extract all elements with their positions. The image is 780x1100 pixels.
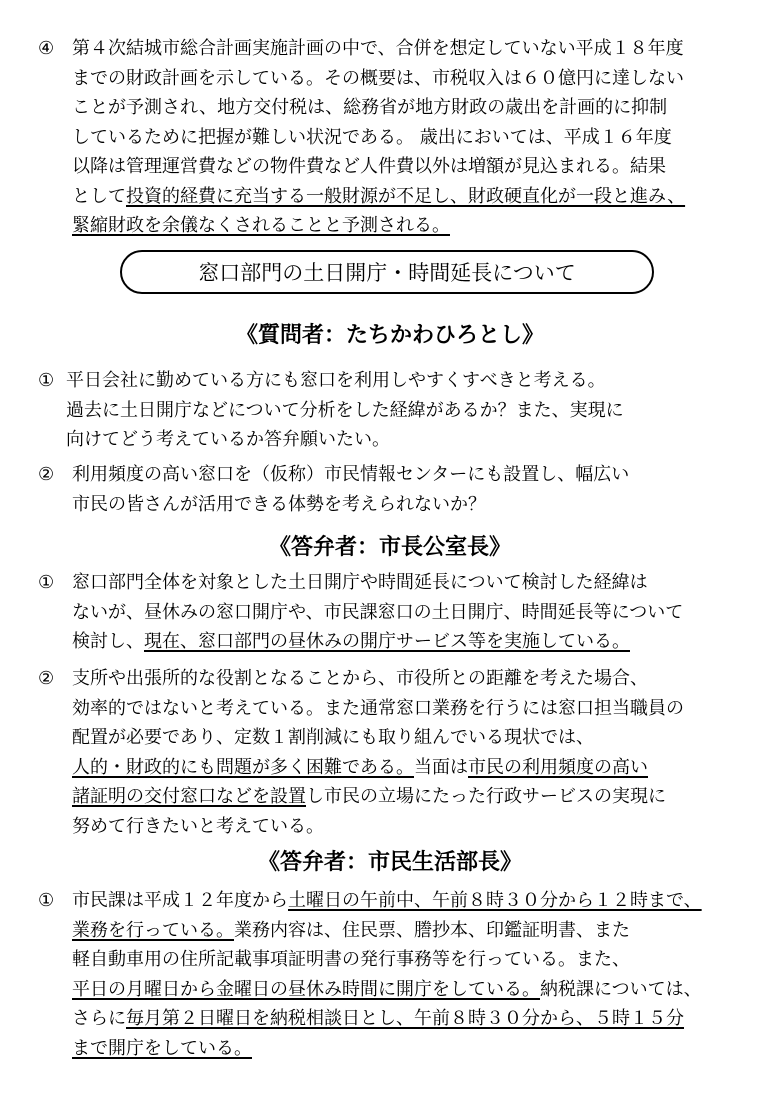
- answer-text: し市民の立場にたった行政サービスの実現に: [306, 786, 666, 807]
- item-4-line: までの財政計画を示している。その概要は、市税収入は６０億円に達しない: [72, 67, 684, 89]
- answer-1-item-2-number: ②: [38, 668, 55, 689]
- answer-underlined-text: 土曜日の午前中、午前８時３０分から１２時まで、: [288, 890, 702, 911]
- answer-line: 支所や出張所的な役割となることから、市役所との距離を考えた場合、: [72, 668, 648, 689]
- answer-1-item-1-body: [72, 568, 758, 657]
- answer-line: 窓口部門全体を対象とした土日開庁や時間延長について検討した経緯は: [72, 572, 648, 593]
- answer-line: [72, 1034, 758, 1064]
- answer-underlined-text: まで開庁をしている。: [72, 1037, 252, 1059]
- answer-text: さらに: [72, 1008, 126, 1029]
- answer-underlined-text: 業務を行っている。: [72, 919, 234, 941]
- answer-2-item-1: [38, 886, 758, 1063]
- item-4-text: として: [72, 185, 126, 207]
- answer-line: [72, 1004, 758, 1034]
- section-title-box: [120, 250, 654, 294]
- answer-line: 配置が必要であり、定数１割削減にも取り組んでいる現状では、: [72, 727, 594, 748]
- answer-2-heading: 《答弁者：市民生活部長》: [257, 850, 522, 875]
- item-4-line: しているために把握が難しい状況である。 歳出においては、平成１６年度: [72, 126, 672, 148]
- answer-text: 業務内容は、住民票、謄抄本、印鑑証明書、また: [234, 919, 630, 941]
- item-4-line: 第４次結城市総合計画実施計画の中で、合併を想定していない平成１８年度: [72, 38, 684, 59]
- answer-line: [72, 782, 758, 812]
- item-4-line: [72, 211, 758, 241]
- question-2-body: [72, 460, 758, 519]
- item-4: [38, 34, 758, 241]
- section-title: 窓口部門の土日開庁・時間延長について: [198, 261, 576, 285]
- answer-line: [72, 975, 758, 1005]
- questioner-heading: 《質問者：たちかわひろとし》: [235, 323, 544, 348]
- answer-text: 納税課については、: [540, 978, 702, 1000]
- question-1: [38, 366, 758, 455]
- answer-text: 当面は: [414, 756, 468, 778]
- answer-text: 検討し、: [72, 631, 144, 652]
- answer-1-heading: 《答弁者：市長公室長》: [268, 535, 511, 560]
- question-line: 向けてどう考えているか答弁願いたい。: [66, 429, 390, 450]
- answer-underlined-text: 諸証明の交付窓口などを設置: [72, 786, 306, 807]
- answer-1-item-2-body: [72, 664, 758, 841]
- question-1-body: [66, 366, 758, 455]
- answer-line: [72, 627, 758, 657]
- answer-text: 市民課は平成１２年度から: [72, 890, 288, 911]
- question-line: 利用頻度の高い窓口を（仮称）市民情報センターにも設置し、幅広い: [72, 464, 630, 485]
- answer-2-item-1-body: [72, 886, 758, 1063]
- answer-1-item-2: [38, 664, 758, 841]
- question-line: 過去に土日開庁などについて分析をした経緯があるか？また、実現に: [66, 399, 624, 421]
- question-2-number: ②: [38, 464, 55, 485]
- item-4-line: 以降は管理運営費などの物件費など人件費以外は増額が見込まれる。結果: [72, 156, 666, 177]
- item-4-line: [72, 182, 758, 212]
- question-1-number: ①: [38, 370, 55, 391]
- answer-2-item-1-number: ①: [38, 890, 55, 911]
- item-4-underlined-text: 緊縮財政を余儀なくされることと予測される。: [72, 215, 450, 236]
- item-4-body: [72, 34, 758, 241]
- answer-underlined-text: 平日の月曜日から金曜日の昼休み時間に開庁をしている。: [72, 978, 540, 1000]
- question-line: 市民の皆さんが活用できる体勢を考えられないか？: [72, 493, 486, 515]
- question-2: [38, 460, 758, 519]
- answer-line: [72, 886, 758, 916]
- answer-1-item-1-number: ①: [38, 572, 55, 593]
- answer-line: [72, 916, 758, 946]
- answer-underlined-text: 現在、窓口部門の昼休みの開庁サービス等を実施している。: [144, 631, 630, 652]
- answer-line: ないが、昼休みの窓口開庁や、市民課窓口の土日開庁、時間延長等について: [72, 601, 684, 623]
- answer-line: 効率的ではないと考えている。また通常窓口業務を行うには窓口担当職員の: [72, 697, 684, 719]
- answer-line: [72, 753, 758, 783]
- item-4-underlined-text: 投資的経費に充当する一般財源が不足し、財政硬直化が一段と進み、: [126, 185, 686, 207]
- answer-line: 軽自動車用の住所記載事項証明書の発行事務等を行っている。また、: [72, 949, 630, 970]
- question-line: 平日会社に勤めている方にも窓口を利用しやすくすべきと考える。: [66, 370, 606, 391]
- answer-underlined-text: 人的・財政的にも問題が多く困難である。: [72, 756, 414, 778]
- answer-underlined-text: 市民の利用頻度の高い: [468, 756, 648, 778]
- answer-underlined-text: 毎月第２日曜日を納税相談日とし、午前８時３０分から、５時１５分: [126, 1008, 684, 1029]
- item-4-number: ④: [38, 38, 55, 59]
- item-4-line: ことが予測され、地方交付税は、総務省が地方財政の歳出を計画的に抑制: [72, 97, 668, 118]
- answer-line: 努めて行きたいと考えている。: [72, 815, 324, 837]
- answer-1-item-1: [38, 568, 758, 657]
